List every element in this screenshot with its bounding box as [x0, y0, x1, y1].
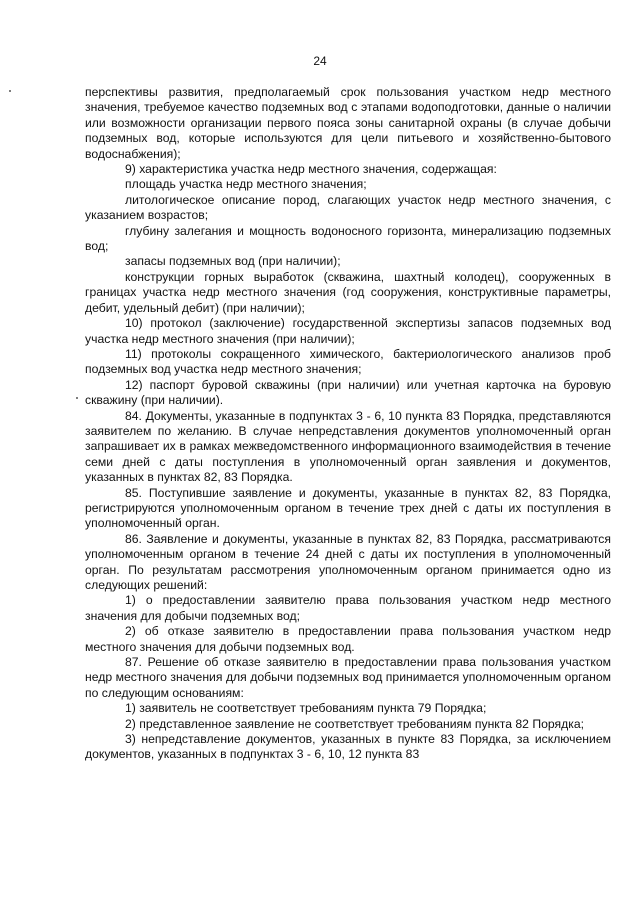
list-item: 11) протоколы сокращенного химического, бактериологического анализов проб подземных вод участка недр местного значения; [85, 346, 611, 377]
list-item: 10) протокол (заключение) государственной экспертизы запасов подземных вод участка недр местного значения (при наличии); [85, 316, 611, 346]
list-item: литологическое описание пород, слагающих участок недр местного значения, с указанием возрастов; [85, 192, 611, 223]
list-item: 9) характеристика участка недр местного значения, содержащая: [125, 162, 497, 177]
page-number: 24 [313, 54, 327, 68]
paragraph: 84. Документы, указанные в подпунктах 3 - 6, 10 пункта 83 Порядка, представляются заявителем по желанию. В случае непредставления документов уполномоченный орган запрашивает их в рамках межведомственного информационного взаимодействия в течение семи дней с даты поступления в уполномоченный орган заявления и документов, указанных в пунктах 82, 83 Порядка. [85, 408, 611, 485]
paragraph: 87. Решение об отказе заявителю в предоставлении права пользования участком недр местного значения для добычи подземных вод принимается уполномоченным органом по следующим основаниям: [85, 655, 611, 700]
paragraph: 85. Поступившие заявление и документы, указанные в пунктах 82, 83 Порядка, регистрируются уполномоченным органом в течение трех дней с даты их поступления в уполномоченный орган. [85, 485, 611, 531]
list-item: запасы подземных вод (при наличии); [125, 254, 341, 269]
list-item: площадь участка недр местного значения; [125, 177, 367, 192]
list-item: 1) заявитель не соответствует требованиям пункта 79 Порядка; [125, 701, 487, 716]
list-item: 12) паспорт буровой скважины (при наличии) или учетная карточка на буровую скважину (при наличии). [85, 377, 611, 408]
list-item: 2) об отказе заявителю в предоставлении права пользования участком недр местного значения для добычи подземных вод. [85, 624, 611, 654]
list-item: 1) о предоставлении заявителю права пользования участком недр местного значения для добычи подземных вод; [85, 593, 611, 623]
scan-speck [9, 90, 11, 92]
list-item: 2) представленное заявление не соответствует требованиям пункта 82 Порядка; [125, 716, 584, 731]
paragraph: перспективы развития, предполагаемый срок пользования участком недр местного значения, требуемое качество подземных вод с этапами водоподготовки, данные о наличии или возможности организации первого пояса зоны санитарной охраны (в случае добычи подземных вод, которые используются для цели питьевого и хозяйственно-бытового водоснабжения); [85, 85, 611, 161]
document-body [85, 85, 611, 763]
scan-speck [76, 397, 78, 399]
paragraph: 86. Заявление и документы, указанные в пунктах 82, 83 Порядка, рассматриваются уполномоченным органом в течение 24 дней с даты их поступления в уполномоченный орган. По результатам рассмотрения уполномоченным органом принимается одно из следующих решений: [85, 531, 611, 592]
list-item: 3) непредставление документов, указанных в пункте 83 Порядка, за исключением документов, указанных в подпунктах 3 - 6, 10, 12 пункта 83 [85, 732, 611, 762]
list-item: глубину залегания и мощность водоносного горизонта, минерализацию подземных вод; [85, 223, 611, 254]
list-item: конструкции горных выработок (скважина, шахтный колодец), сооруженных в границах участка недр местного значения (год сооружения, конструктивные параметры, дебит, удельный дебит) (при наличии); [85, 269, 611, 315]
